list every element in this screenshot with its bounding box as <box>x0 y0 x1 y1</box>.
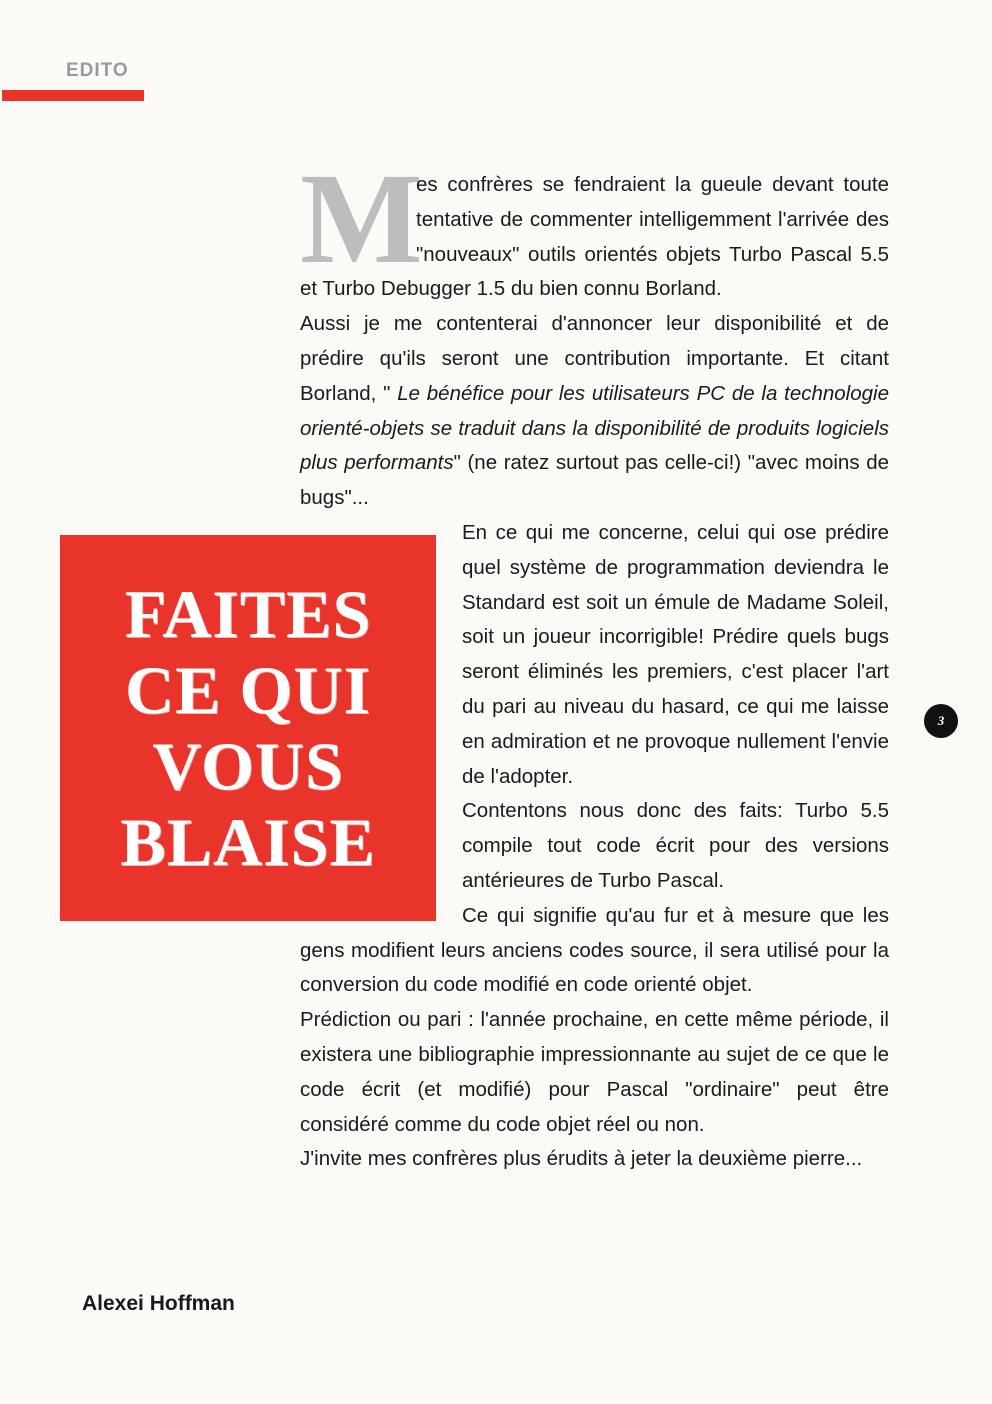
borland-quote: Le bénéfice pour les utilisateurs PC de la technologie orienté-objets se traduit dans la disponibilité de produits logiciels plus performants <box>300 381 889 475</box>
article-body <box>300 147 889 1177</box>
title-line: CE QUI <box>125 652 371 728</box>
title-line: VOUS <box>152 728 344 804</box>
drop-cap: M <box>300 147 423 291</box>
paragraph-text: " (ne ratez surtout pas celle-ci!) "avec moins de bugs"... <box>300 451 889 510</box>
paragraph-text: Aussi je me contenterai d'annoncer leur disponibilité et de prédire qu'ils seront une contribution importante. Et citant Borland, " <box>300 312 889 405</box>
section-accent-bar <box>2 90 144 101</box>
paragraph: Contentons nous donc des faits: Turbo 5.5 compile tout code écrit pour des versions antérieures de Turbo Pascal. <box>462 799 889 892</box>
title-line: BLAISE <box>120 804 376 880</box>
title-wrap-spacer <box>300 533 462 919</box>
paragraph: J'invite mes confrères plus érudits à jeter la deuxième pierre... <box>300 1147 863 1171</box>
page-number-badge: 3 <box>924 704 958 738</box>
paragraph <box>300 147 889 307</box>
paragraph: Prédiction ou pari : l'année prochaine, en cette même période, il existera une bibliographie impressionnante au sujet de ce que le code écrit (et modifié) pour Pascal "ordinaire" peut être considéré comme du code objet réel ou non. <box>300 1008 889 1136</box>
paragraph <box>300 307 889 516</box>
author-name: Alexei Hoffman <box>82 1292 235 1315</box>
paragraph: En ce qui me concerne, celui qui ose prédire quel système de programmation deviendra le Standard est soit un émule de Madame Soleil, soit un joueur incorrigible! Prédire quels bugs seront éliminés les premiers, c'est placer l'art du pari au niveau du hasard, ce qui me laisse en admiration et ne provoque nullement l'envie de l'adopter. <box>462 520 889 788</box>
section-label: EDITO <box>66 60 129 81</box>
title-line: FAITES <box>124 576 372 652</box>
paragraph: Ce qui signifie qu'au fur et à mesure que les gens modifient leurs anciens codes source, il sera utilisé pour la conversion du code modifié en code orienté objet. <box>300 903 889 997</box>
paragraph-text: es confrères se fendraient la gueule devant toute tentative de commenter intelligemment l'arrivée des "nouveaux" outils orientés objets Turbo Pascal 5.5 et Turbo Debugger 1.5 du bien connu Borland. <box>300 173 889 301</box>
